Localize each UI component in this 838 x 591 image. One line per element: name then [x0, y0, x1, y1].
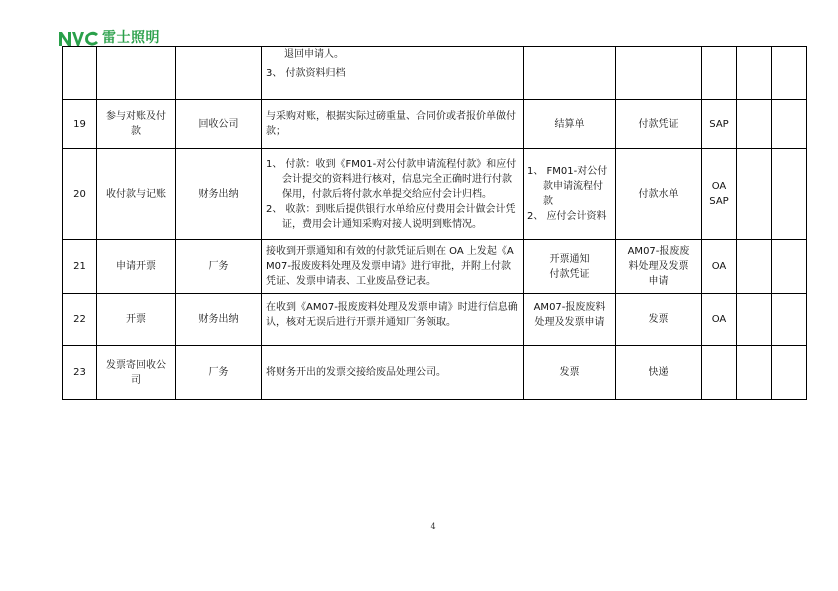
desc-line: 将财务开出的发票交接给废品处理公司。 — [266, 367, 446, 378]
step-extra — [772, 47, 807, 100]
step-output: 快递 — [616, 346, 702, 400]
step-dept: 厂务 — [176, 240, 262, 294]
input-item: 1、 FM01-对公付款申请流程付款 — [527, 166, 608, 207]
step-output: 付款水单 — [616, 149, 702, 240]
step-extra — [772, 100, 807, 149]
desc-line: 退回申请人。 — [284, 49, 344, 60]
input-line: 付款凭证 — [549, 268, 590, 280]
step-input: 发票 — [524, 346, 616, 400]
step-output: 付款凭证 — [616, 100, 702, 149]
step-system — [702, 149, 737, 240]
step-number: 22 — [63, 294, 97, 346]
table-row — [63, 294, 807, 346]
step-extra — [772, 346, 807, 400]
nvc-logo-icon — [58, 29, 100, 47]
step-number: 20 — [63, 149, 97, 240]
step-number — [63, 47, 97, 100]
step-number: 21 — [63, 240, 97, 294]
step-extra — [737, 294, 772, 346]
step-description — [262, 149, 524, 240]
table-row — [63, 100, 807, 149]
step-system — [702, 47, 737, 100]
system-line: OA — [711, 181, 727, 192]
step-output: AM07-报废废料处理及发票申请 — [616, 240, 702, 294]
step-description — [262, 294, 524, 346]
step-extra — [737, 47, 772, 100]
step-dept — [176, 47, 262, 100]
step-name — [97, 47, 176, 100]
step-system — [702, 346, 737, 400]
company-logo — [58, 28, 160, 48]
process-table — [62, 46, 807, 400]
table-row — [63, 149, 807, 240]
step-extra — [772, 149, 807, 240]
step-system: SAP — [702, 100, 737, 149]
table-row — [63, 346, 807, 400]
input-item: 2、 应付会计资料 — [527, 211, 607, 222]
table-row — [63, 47, 807, 100]
system-line: SAP — [709, 196, 729, 207]
step-description — [262, 100, 524, 149]
step-description — [262, 346, 524, 400]
step-extra — [737, 346, 772, 400]
step-name: 发票寄回收公司 — [97, 346, 176, 400]
step-input — [524, 149, 616, 240]
step-number: 19 — [63, 100, 97, 149]
step-number: 23 — [63, 346, 97, 400]
step-input — [524, 240, 616, 294]
step-system: OA — [702, 240, 737, 294]
input-line: 开票通知 — [549, 253, 590, 265]
step-output: 发票 — [616, 294, 702, 346]
step-name: 开票 — [97, 294, 176, 346]
step-system: OA — [702, 294, 737, 346]
desc-line: 接收到开票通知和有效的付款凭证后则在 OA 上发起《AM07-报废废料处理及发票申请》进行审批，并附上付款凭证、发票申请表、工业废品登记表。 — [266, 246, 514, 287]
desc-line: 在收到《AM07-报废废料处理及发票申请》时进行信息确认，核对无误后进行开票并通知厂务领取。 — [266, 302, 518, 328]
table-row — [63, 240, 807, 294]
desc-line: 1、 付款：收到《FM01-对公付款申请流程付款》和应付会计提交的资料进行核对，信息完全正确时进行付款保用，付款后将付款水单提交给应付会计归档。 — [266, 158, 517, 200]
step-name: 参与对账及付款 — [97, 100, 176, 149]
step-output — [616, 47, 702, 100]
desc-line: 3、 付款资料归档 — [266, 68, 346, 79]
step-dept: 财务出纳 — [176, 149, 262, 240]
logo-text: 雷士照明 — [102, 30, 160, 46]
step-description — [262, 47, 524, 100]
step-extra — [737, 149, 772, 240]
step-extra — [772, 294, 807, 346]
step-input: 结算单 — [524, 100, 616, 149]
step-input: AM07-报废废料处理及发票申请 — [524, 294, 616, 346]
step-extra — [737, 100, 772, 149]
step-dept: 财务出纳 — [176, 294, 262, 346]
step-dept: 回收公司 — [176, 100, 262, 149]
step-dept: 厂务 — [176, 346, 262, 400]
page-number: 4 — [430, 522, 436, 531]
step-name: 申请开票 — [97, 240, 176, 294]
step-description — [262, 240, 524, 294]
desc-line: 与采购对账，根据实际过磅重量、合同价或者报价单做付款； — [266, 111, 516, 137]
step-extra — [737, 240, 772, 294]
desc-line: 2、 收款：到账后提供银行水单给应付费用会计做会计凭证，费用会计通知采购对接人说明到账情况。 — [266, 203, 516, 230]
step-name: 收付款与记账 — [97, 149, 176, 240]
step-extra — [772, 240, 807, 294]
step-input — [524, 47, 616, 100]
